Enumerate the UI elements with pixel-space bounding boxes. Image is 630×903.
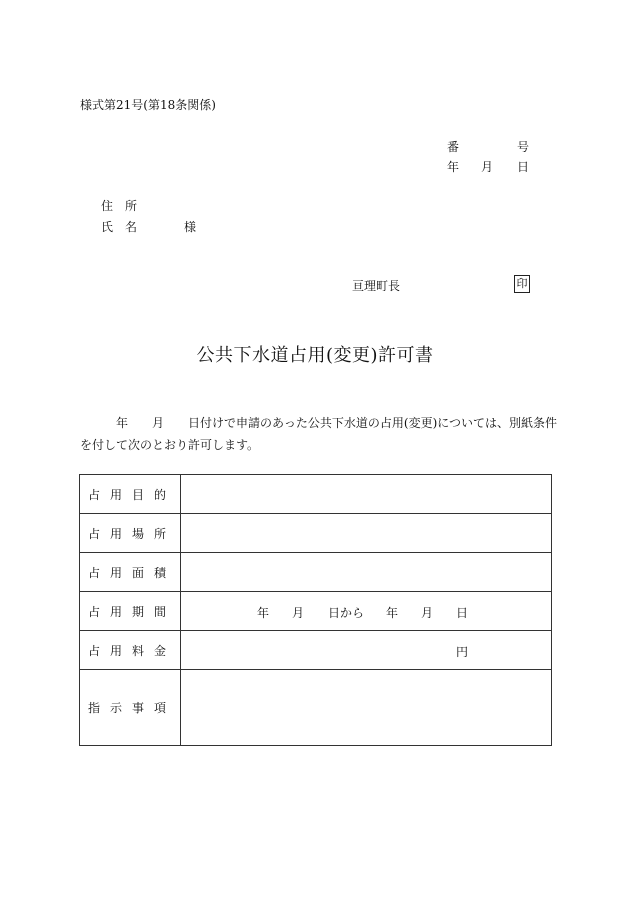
row-label-period: 占用期間 — [80, 592, 181, 631]
period-day-1: 日から — [328, 606, 365, 620]
body-paragraph — [80, 412, 558, 456]
value-fee — [181, 631, 552, 670]
value-purpose — [181, 475, 552, 514]
name-label: 氏 名 — [101, 220, 138, 234]
date-year-label: 年 — [447, 160, 460, 174]
date-day-label: 日 — [517, 160, 530, 174]
table-row — [80, 592, 552, 631]
period-year-1: 年 — [257, 606, 270, 620]
honorific: 様 — [184, 220, 197, 234]
permit-table — [79, 474, 552, 746]
table-row — [80, 670, 552, 746]
table-row — [80, 631, 552, 670]
row-label-location: 占用場所 — [80, 514, 181, 553]
table-row — [80, 553, 552, 592]
body-line-1: 年 月 日付けで申請のあった公共下水道の占用(変更)については、別紙条件 — [80, 416, 558, 430]
value-period — [181, 592, 552, 631]
number-label-go: 号 — [517, 140, 530, 154]
number-label-ban: 番 — [447, 140, 460, 154]
seal-mark: 印 — [514, 275, 530, 293]
period-month-2: 月 — [421, 606, 434, 620]
value-instructions — [181, 670, 552, 746]
value-area — [181, 553, 552, 592]
fee-unit: 円 — [456, 645, 469, 659]
form-number: 様式第21号(第18条関係) — [80, 98, 216, 112]
table-row — [80, 475, 552, 514]
row-label-purpose: 占用目的 — [80, 475, 181, 514]
period-day-2: 日 — [456, 606, 469, 620]
row-label-area: 占用面積 — [80, 553, 181, 592]
address-label: 住 所 — [101, 199, 138, 213]
issuer-name: 亘理町長 — [352, 279, 401, 293]
body-line-2: を付して次のとおり許可します。 — [80, 438, 260, 452]
period-month-1: 月 — [292, 606, 305, 620]
date-month-label: 月 — [481, 160, 494, 174]
table-row — [80, 514, 552, 553]
row-label-fee: 占用料金 — [80, 631, 181, 670]
row-label-instructions: 指示事項 — [80, 670, 181, 746]
document-title: 公共下水道占用(変更)許可書 — [196, 345, 434, 366]
period-year-2: 年 — [386, 606, 399, 620]
value-location — [181, 514, 552, 553]
